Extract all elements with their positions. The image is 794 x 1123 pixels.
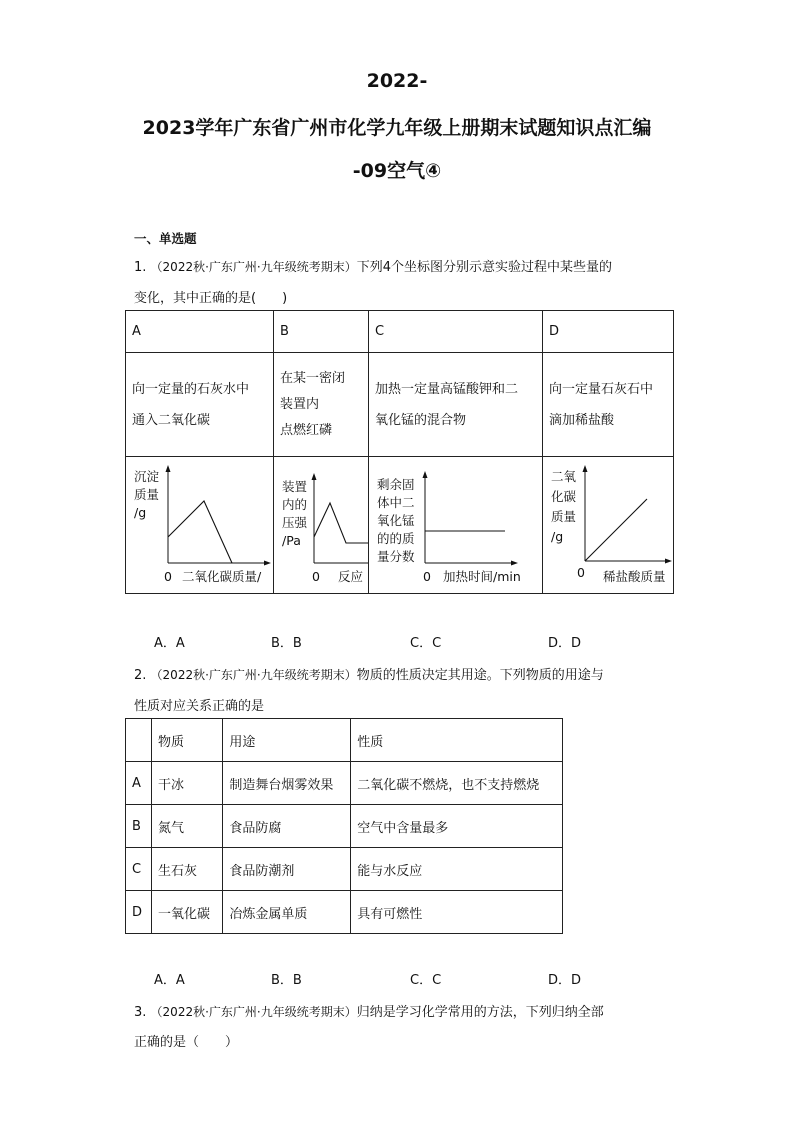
graph-c-ylabel: 氧化锰 — [377, 513, 415, 528]
q3-source: （2022秋·广东广州·九年级统考期末） — [150, 1005, 357, 1019]
graph-b-origin: 0 — [312, 569, 320, 584]
q1-header-c: C — [369, 311, 543, 353]
q2-table — [125, 718, 563, 934]
q1-line2: 变化，其中正确的是( ) — [134, 291, 288, 306]
q1-desc-b-line: 点燃红磷 — [280, 422, 333, 438]
q2-cell-property: 二氧化碳不燃烧，也不支持燃烧 — [351, 762, 563, 805]
graph-d-ylabel: 化碳 — [551, 489, 577, 504]
q1-graph-a-cell — [126, 457, 274, 594]
q2-cell-use: 制造舞台烟雾效果 — [223, 762, 351, 805]
q3-line2: 正确的是（ ） — [134, 1035, 239, 1050]
q2-cell-substance: 一氧化碳 — [151, 891, 222, 934]
graph-b-ylabel: 装置 — [282, 479, 308, 494]
graph-a-x-arrow — [264, 561, 271, 566]
q1-desc-b-line: 装置内 — [280, 396, 320, 412]
graph-c-x-arrow — [511, 561, 518, 566]
graph-d-ylabel: 二氧 — [551, 469, 577, 484]
q2-cell-use: 冶炼金属单质 — [223, 891, 351, 934]
q1-desc-d — [543, 353, 674, 457]
graph-c-ylabel: 的的质 — [377, 531, 415, 546]
graph-c-ylabel: 剩余固 — [377, 477, 415, 492]
q1-source: （2022秋·广东广州·九年级统考期末） — [150, 260, 357, 274]
graph-c-ylabel: 体中二 — [377, 495, 415, 510]
q1-header-a: A — [126, 311, 274, 353]
q2-header-blank — [126, 719, 152, 762]
q1-graph-b-cell — [274, 457, 369, 594]
q2-header-substance: 物质 — [151, 719, 222, 762]
doc-title-line1: 2022- — [366, 70, 428, 92]
q2-option-a[interactable]: A．A — [154, 973, 185, 988]
graph-a-ylabel: 沉淀 — [134, 469, 160, 484]
graph-a-origin: 0 — [164, 569, 172, 584]
q1-option-b[interactable]: B．B — [271, 636, 302, 651]
q3-number: 3. — [134, 1005, 147, 1020]
q2-cell-use: 食品防腐 — [223, 805, 351, 848]
q2-cell-use: 食品防潮剂 — [223, 848, 351, 891]
q1-desc-d-line: 滴加稀盐酸 — [549, 412, 615, 428]
q1-desc-c — [369, 353, 543, 457]
graph-a-xlabel: 二氧化碳质量/ — [182, 569, 262, 584]
graph-d-ylabel: 质量 — [551, 509, 577, 524]
graph-d-origin: 0 — [577, 565, 585, 580]
graph-b-y-arrow — [312, 473, 317, 480]
q2-text: 物质的性质决定其用途。下列物质的用途与 — [356, 668, 604, 683]
q1-desc-c-line: 氧化锰的混合物 — [375, 412, 467, 428]
q2-option-b[interactable]: B．B — [271, 973, 302, 988]
q1-option-a[interactable]: A．A — [154, 636, 185, 651]
q3-text: 归纳是学习化学常用的方法，下列归纳全部 — [356, 1005, 604, 1020]
graph-a-curve — [168, 501, 232, 563]
graph-d-xlabel: 稀盐酸质量 — [603, 569, 666, 584]
graph-d-x-arrow — [665, 559, 672, 564]
q1-graph-d-cell — [543, 457, 674, 594]
doc-title-line3: -09空气④ — [352, 160, 442, 182]
graph-a-ylabel: /g — [134, 505, 147, 520]
q3-line1 — [134, 1001, 604, 1020]
q2-row-label: B — [126, 805, 152, 848]
q1-option-d[interactable]: D．D — [548, 636, 582, 651]
q2-cell-substance: 干冰 — [151, 762, 222, 805]
q2-row-label: D — [126, 891, 152, 934]
graph-d-y-arrow — [583, 465, 588, 472]
q1-option-c[interactable]: C．C — [410, 636, 442, 651]
graph-b-ylabel: /Pa — [282, 533, 301, 548]
graph-c-y-arrow — [423, 471, 428, 478]
graph-a-ylabel: 质量 — [134, 487, 160, 502]
q1-header-b: B — [274, 311, 369, 353]
section-heading: 一、单选题 — [134, 231, 197, 246]
q2-header-property: 性质 — [351, 719, 563, 762]
q2-cell-property: 空气中含量最多 — [351, 805, 563, 848]
q1-line1 — [134, 256, 612, 275]
graph-a-y-arrow — [166, 465, 171, 472]
q2-cell-substance: 生石灰 — [151, 848, 222, 891]
q1-desc-b-line: 在某一密闭 — [280, 370, 346, 386]
graph-b-xlabel: 反应 — [338, 569, 364, 584]
q1-graph-d — [543, 457, 673, 593]
q2-option-c[interactable]: C．C — [410, 973, 442, 988]
doc-title-line2: 2023学年广东省广州市化学九年级上册期末试题知识点汇编 — [142, 117, 652, 139]
graph-d-ylabel: /g — [551, 529, 564, 544]
q1-desc-a — [126, 353, 274, 457]
q2-line1 — [134, 664, 604, 683]
q2-line2: 性质对应关系正确的是 — [134, 699, 265, 714]
graph-b-curve — [314, 503, 368, 543]
q1-graph-c — [369, 457, 542, 593]
q1-number: 1. — [134, 260, 147, 275]
graph-b-ylabel: 压强 — [282, 515, 308, 530]
q1-graph-c-cell — [369, 457, 543, 594]
q1-desc-a-line: 向一定量的石灰水中 — [132, 381, 250, 397]
q2-row-label: C — [126, 848, 152, 891]
graph-c-xlabel: 加热时间/min — [443, 569, 521, 584]
q2-cell-property: 具有可燃性 — [351, 891, 563, 934]
q1-table — [125, 310, 674, 594]
q2-number: 2. — [134, 668, 147, 683]
q2-row-label: A — [126, 762, 152, 805]
q2-cell-substance: 氮气 — [151, 805, 222, 848]
q1-graph-a — [126, 457, 273, 593]
q2-cell-property: 能与水反应 — [351, 848, 563, 891]
q1-graph-b — [274, 457, 368, 593]
q2-header-use: 用途 — [223, 719, 351, 762]
graph-b-ylabel: 内的 — [282, 497, 308, 512]
q1-desc-a-line: 通入二氧化碳 — [132, 412, 211, 428]
q2-source: （2022秋·广东广州·九年级统考期末） — [150, 668, 357, 682]
q1-desc-c-line: 加热一定量高锰酸钾和二 — [375, 381, 519, 397]
graph-c-ylabel: 量分数 — [377, 549, 415, 564]
q1-header-d: D — [543, 311, 674, 353]
q2-option-d[interactable]: D．D — [548, 973, 582, 988]
q1-desc-b — [274, 353, 369, 457]
q1-desc-d-line: 向一定量石灰石中 — [549, 381, 654, 397]
graph-d-curve — [585, 499, 647, 561]
graph-c-origin: 0 — [423, 569, 431, 584]
q1-text: 下列4个坐标图分别示意实验过程中某些量的 — [356, 260, 612, 275]
